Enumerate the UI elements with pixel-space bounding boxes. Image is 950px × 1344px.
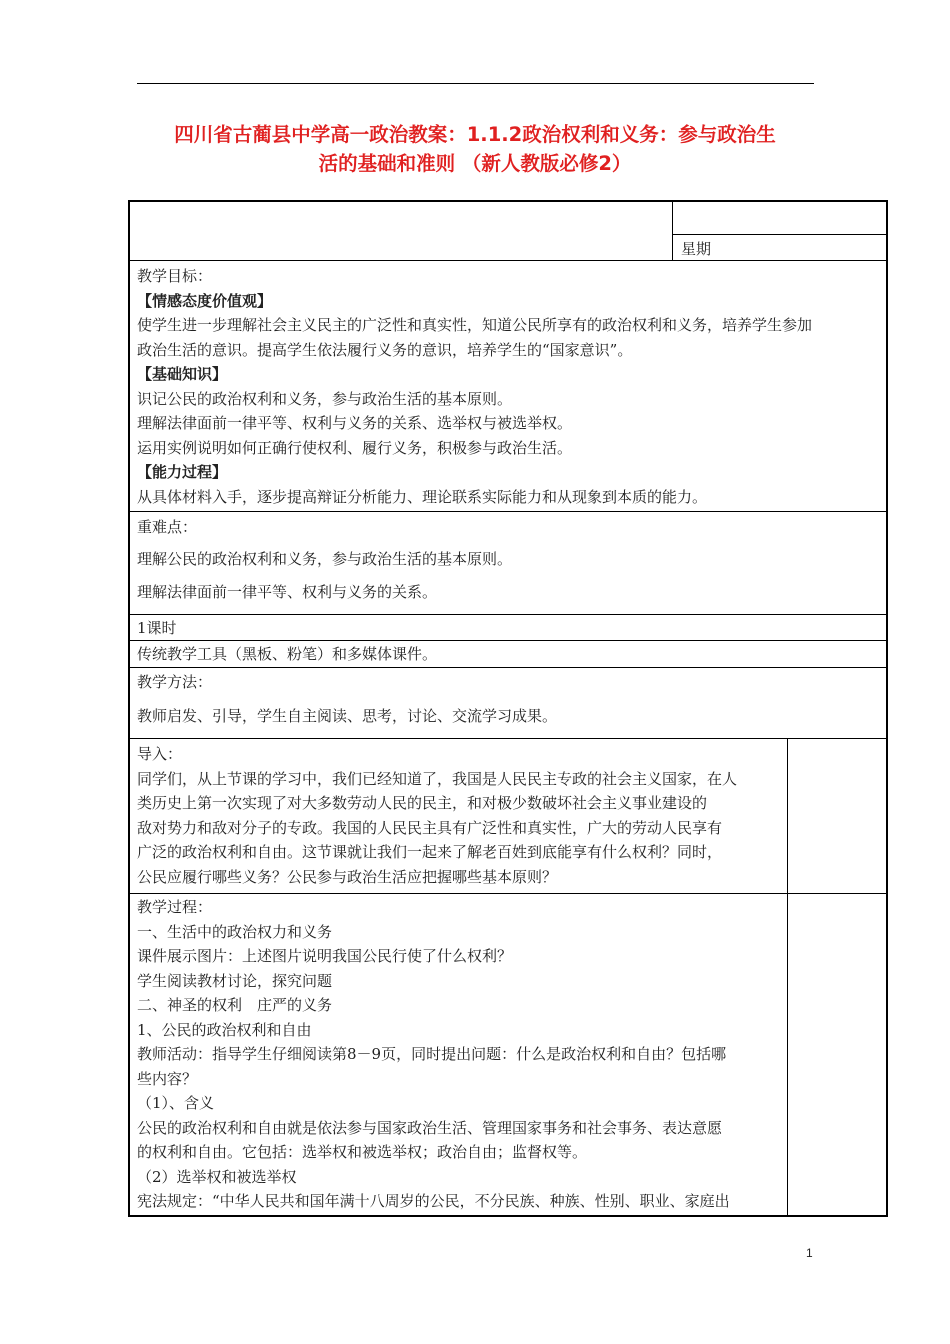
- intro-section: [137, 742, 737, 889]
- page-number: 1: [806, 1246, 813, 1260]
- table-rule: [672, 200, 673, 260]
- text-line: 敌对势力和敌对分子的专政。我国的人民民主具有广泛性和真实性，广大的劳动人民享有: [137, 818, 723, 837]
- section-title: 【能力过程】: [137, 463, 228, 481]
- teaching-tools: 传统教学工具（黑板、粉笔）和多媒体课件。: [137, 645, 438, 663]
- text-line: 教师活动：指导学生仔细阅读第8－9页，同时提出问题：什么是政治权利和自由？包括哪: [137, 1045, 727, 1063]
- text-line: 1、公民的政治权利和自由: [137, 1020, 312, 1039]
- text-line: （1）、含义: [137, 1094, 215, 1112]
- table-rule: [128, 738, 888, 739]
- key-points-heading: 重难点：: [137, 518, 198, 536]
- text-line: 课件展示图片：上述图片说明我国公民行使了什么权利？: [137, 947, 513, 965]
- text-line: 一、生活中的政治权力和义务: [137, 922, 333, 941]
- text-line: 公民的政治权利和自由就是依法参与国家政治生活、管理国家事务和社会事务、表达意愿: [137, 1118, 723, 1137]
- text-line: 的权利和自由。它包括：选举权和被选举权；政治自由；监督权等。: [137, 1143, 588, 1161]
- table-rule: [128, 640, 888, 641]
- text-line: 运用实例说明如何正确行使权利、履行义务，积极参与政治生活。: [137, 438, 573, 457]
- process-section: [137, 895, 730, 1214]
- table-rule: [128, 260, 888, 261]
- title-line-1: 四川省古蔺县中学高一政治教案：1.1.2政治权利和义务：参与政治生: [174, 123, 776, 146]
- text-line: 教师启发、引导，学生自主阅读、思考，讨论、交流学习成果。: [137, 707, 558, 725]
- table-rule: [128, 893, 888, 894]
- text-line: 理解法律面前一律平等、权利与义务的关系。: [137, 583, 438, 601]
- text-line: 宪法规定：“中华人民共和国年满十八周岁的公民，不分民族、种族、性别、职业、家庭出: [137, 1192, 730, 1210]
- document-title: [128, 120, 822, 178]
- table-rule: [128, 614, 888, 615]
- text-line: 理解法律面前一律平等、权利与义务的关系、选举权与被选举权。: [137, 414, 573, 432]
- text-line: 政治生活的意识。提高学生依法履行义务的意识，培养学生的“国家意识”。: [137, 340, 633, 359]
- intro-heading: 导入：: [137, 745, 183, 763]
- text-line: 识记公民的政治权利和义务，参与政治生活的基本原则。: [137, 389, 513, 408]
- text-line: 使学生进一步理解社会主义民主的广泛性和真实性，知道公民所享有的政治权利和义务，培养学生参加: [137, 316, 813, 334]
- objectives-section: [137, 264, 812, 509]
- text-line: 些内容？: [137, 1069, 198, 1088]
- weekday-label: 星期: [681, 240, 712, 258]
- table-rule: [787, 738, 788, 1217]
- title-line-2: 活的基础和准则 （新人教版必修2）: [318, 152, 632, 175]
- table-rule: [672, 234, 888, 235]
- text-line: 公民应履行哪些义务？公民参与政治生活应把握哪些基本原则？: [137, 867, 558, 886]
- header-rule: [137, 83, 814, 84]
- section-title: 【情感态度价值观】: [137, 291, 273, 310]
- text-line: 理解公民的政治权利和义务，参与政治生活的基本原则。: [137, 550, 513, 568]
- text-line: 类历史上第一次实现了对大多数劳动人民的民主，和对极少数破坏社会主义事业建设的: [137, 794, 708, 812]
- methods-heading: 教学方法：: [137, 673, 213, 691]
- text-line: （2）选举权和被选举权: [137, 1167, 297, 1186]
- table-rule: [128, 511, 888, 512]
- process-heading: 教学过程：: [137, 898, 213, 916]
- text-line: 学生阅读教材讨论，探究问题: [137, 971, 333, 990]
- section-title: 【基础知识】: [137, 365, 228, 383]
- text-line: 广泛的政治权利和自由。这节课就让我们一起来了解老百姓到底能享有什么权利？同时，: [137, 843, 723, 861]
- objectives-heading: 教学目标：: [137, 267, 213, 285]
- table-rule: [128, 667, 888, 668]
- class-hours: 1课时: [137, 619, 177, 637]
- text-line: 同学们，从上节课的学习中，我们已经知道了，我国是人民民主专政的社会主义国家，在人: [137, 769, 738, 788]
- text-line: 二、神圣的权利 庄严的义务: [137, 996, 333, 1014]
- text-line: 从具体材料入手，逐步提高辩证分析能力、理论联系实际能力和从现象到本质的能力。: [137, 487, 708, 506]
